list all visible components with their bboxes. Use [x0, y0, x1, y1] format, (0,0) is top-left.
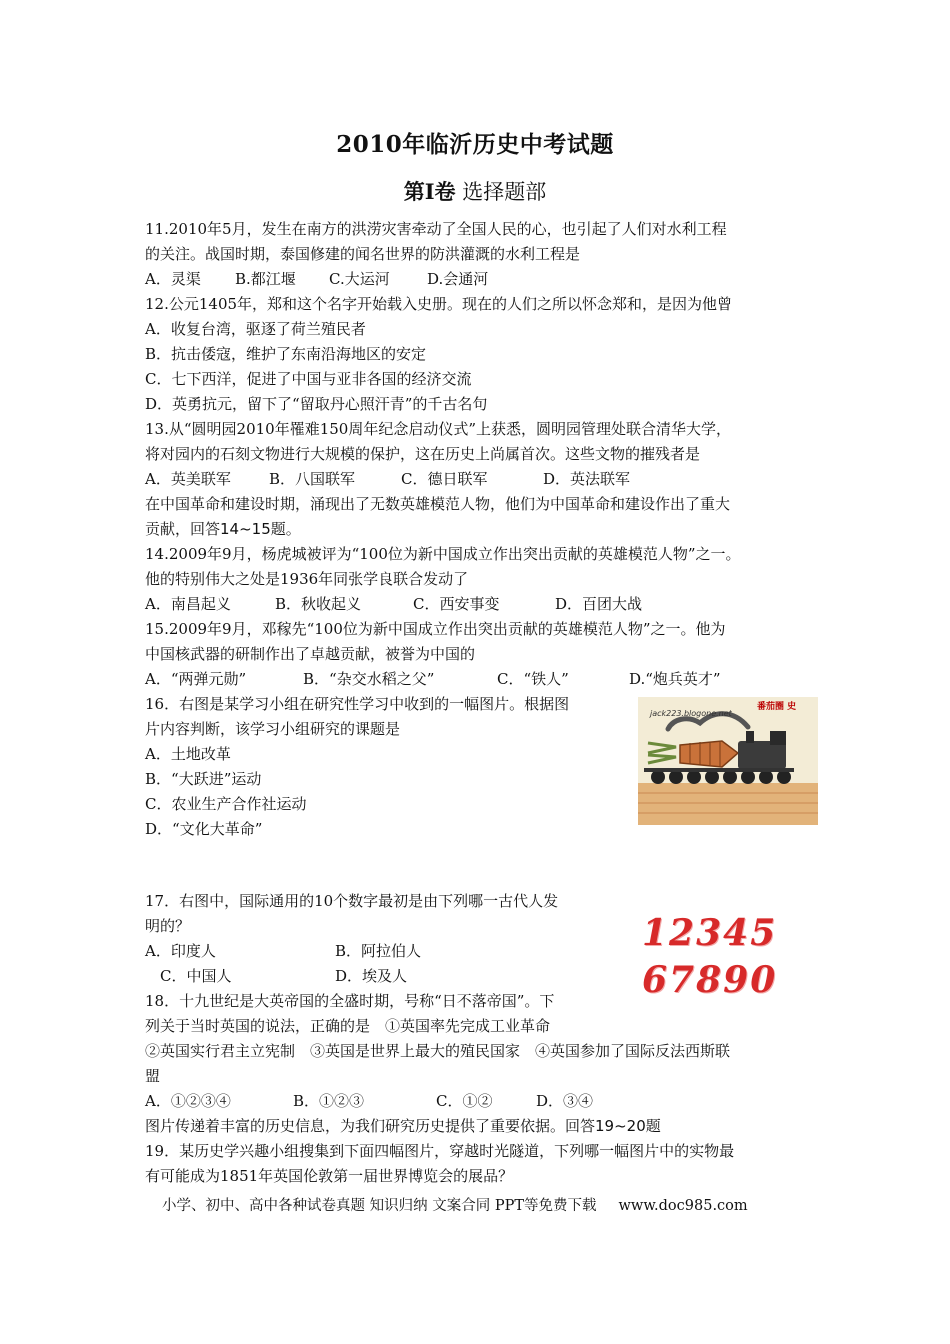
q19-text-line1: 19．某历史学兴趣小组搜集到下面四幅图片，穿越时光隧道，下列哪一幅图片中的实物最	[145, 1142, 735, 1160]
q14-option-c: C．西安事变	[413, 595, 500, 613]
q11-option-a: A．灵渠	[145, 270, 201, 288]
q13-option-d: D．英法联军	[543, 470, 631, 488]
q18-text-line2: 列关于当时英国的说法，正确的是 ①英国率先完成工业革命	[145, 1017, 551, 1035]
q18-option-c: C．①②	[436, 1092, 493, 1110]
q17-text-line2: 明的？	[145, 917, 191, 935]
q11-option-c: C.大运河	[329, 270, 390, 288]
q16-text-line1: 16．右图是某学习小组在研究性学习中收到的一幅图片。根据图	[145, 695, 570, 713]
q12-text-line1: 12.公元1405年，郑和这个名字开始载入史册。现在的人们之所以怀念郑和，是因为他曾	[145, 295, 733, 313]
q13-option-c: C．德日联军	[401, 470, 488, 488]
section-label: 选择题部	[462, 180, 547, 204]
intro14-line2: 贡献，回答14~15题。	[145, 520, 301, 538]
q17-text-line1: 17．右图中，国际通用的10个数字最初是由下列哪一古代人发	[145, 892, 559, 910]
q16-text-line2: 片内容判断，该学习小组研究的课题是	[145, 720, 401, 738]
intro19-line: 图片传递着丰富的历史信息，为我们研究历史提供了重要依据。回答19~20题	[145, 1117, 661, 1135]
page-footer	[162, 1194, 748, 1215]
q15-option-a: A．“两弹元勋”	[145, 670, 247, 688]
q17-option-b: B．阿拉伯人	[335, 942, 422, 960]
q15-text-line2: 中国核武器的研制作出了卓越贡献，被誉为中国的	[145, 645, 476, 663]
q18-option-d: D．③④	[536, 1092, 594, 1110]
q15-options	[145, 669, 721, 689]
q14-options	[145, 594, 642, 614]
q18-option-b: B．①②③	[293, 1092, 365, 1110]
q11-text-line2: 的关注。战国时期，泰国修建的闻名世界的防洪灌溉的水利工程是	[145, 245, 581, 263]
q14-option-b: B．秋收起义	[275, 595, 362, 613]
q14-text-line1: 14.2009年9月，杨虎城被评为“100位为新中国成立作出突出贡献的英雄模范人物”之一。	[145, 545, 741, 563]
q11-text-line1: 11.2010年5月，发生在南方的洪涝灾害牵动了全国人民的心，也引起了人们对水利工程	[145, 220, 727, 238]
q18-text-line3: ②英国实行君主立宪制 ③英国是世界上最大的殖民国家 ④英国参加了国际反法西斯联	[145, 1042, 731, 1060]
q13-text-line1: 13.从“圆明园2010年罹难150周年纪念启动仪式”上获悉，圆明园管理处联合清华大学，	[145, 420, 731, 438]
page-title: 2010年临沂历史中考试题	[336, 131, 614, 158]
q11-options	[145, 269, 488, 289]
q16-option-d: D．“文化大革命”	[145, 820, 263, 838]
q18-text-line1: 18．十九世纪是大英帝国的全盛时期，号称“日不落帝国”。下	[145, 992, 555, 1010]
poster-logo: 番茄圈 史	[757, 702, 797, 712]
digits-image-row2: 67890	[642, 959, 778, 1001]
q16-option-c: C．农业生产合作社运动	[145, 795, 307, 813]
q12-option-c: C．七下西洋，促进了中国与亚非各国的经济交流	[145, 370, 472, 388]
q17-option-c: C．中国人	[160, 967, 232, 985]
q16-option-b: B．“大跃进”运动	[145, 770, 262, 788]
q12-option-b: B．抗击倭寇，维护了东南沿海地区的安定	[145, 345, 427, 363]
q18-option-a: A．①②③④	[145, 1092, 231, 1110]
q11-option-d: D.会通河	[427, 270, 489, 288]
q15-text-line1: 15.2009年9月，邓稼先“100位为新中国成立作出突出贡献的英雄模范人物”之一。他为	[145, 620, 726, 638]
q11-option-b: B.都江堰	[235, 270, 296, 288]
footer-text: 小学、初中、高中各种试卷真题 知识归纳 文案合同 PPT等免费下载	[162, 1198, 597, 1214]
intro14-line1: 在中国革命和建设时期，涌现出了无数英雄模范人物，他们为中国革命和建设作出了重大	[145, 495, 731, 513]
q19-text-line2: 有可能成为1851年英国伦敦第一届世界博览会的展品？	[145, 1167, 514, 1185]
q13-option-b: B．八国联军	[269, 470, 356, 488]
q13-options	[145, 469, 630, 489]
q14-option-a: A．南昌起义	[145, 595, 231, 613]
q14-text-line2: 他的特别伟大之处是1936年同张学良联合发动了	[145, 570, 469, 588]
q14-option-d: D．百团大战	[555, 595, 643, 613]
q17-option-a: A．印度人	[145, 942, 216, 960]
q15-option-c: C．“铁人”	[497, 670, 569, 688]
q17-option-d: D．埃及人	[335, 967, 408, 985]
q17-options-row1	[145, 941, 421, 961]
poster-watermark: jack223.blogone.net	[650, 709, 732, 718]
q13-text-line2: 将对园内的石刻文物进行大规模的保护，这在历史上尚属首次。这些文物的摧残者是	[145, 445, 701, 463]
footer-url[interactable]: www.doc985.com	[618, 1198, 748, 1214]
digits-image-row1: 12345	[642, 912, 778, 954]
q17-options-row2	[160, 966, 407, 986]
section-number: 第Ⅰ卷	[403, 179, 456, 204]
q12-option-d: D．英勇抗元，留下了“留取丹心照汗青”的千古名句	[145, 395, 488, 413]
q12-option-a: A．收复台湾，驱逐了荷兰殖民者	[145, 320, 366, 338]
q18-text-line4: 盟	[145, 1067, 161, 1085]
q18-options	[145, 1091, 593, 1111]
q15-option-b: B．“杂交水稻之父”	[303, 670, 435, 688]
q15-option-d: D.“炮兵英才”	[629, 670, 721, 688]
q13-option-a: A．英美联军	[145, 470, 231, 488]
q16-option-a: A．土地改革	[145, 745, 231, 763]
section-heading	[0, 176, 950, 206]
